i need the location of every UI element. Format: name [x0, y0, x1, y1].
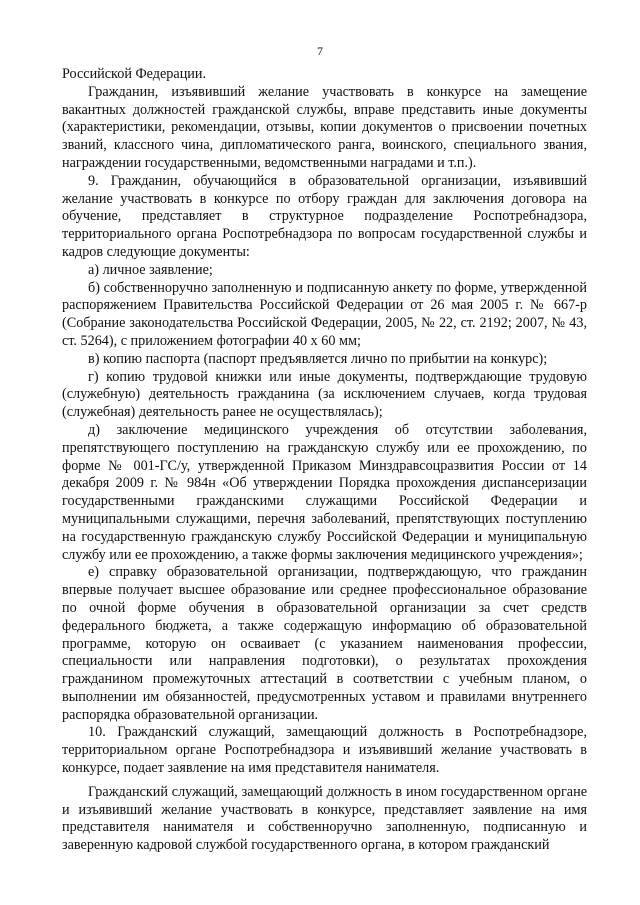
list-item-e: е) справку образовательной организации, подтверждающую, что гражданин впервые получает высшее образование или среднее профессиональное образование по очной форме обучения в образовательной организации за счет средств федерального бюджета, а также содержащую информацию об образовательной программе, которую он осваивает (с указанием наименования профессии, специальности или направления подготовки), о результатах прохождения гражданином промежуточных аттестаций в соответствии с учебным планом, о выполнении им обязанностей, предусмотренных уставом и правилами внутреннего распорядка образовательной организации.	[62, 564, 587, 723]
page-number: 7	[317, 44, 323, 58]
list-item-g: г) копию трудовой книжки или иные документы, подтверждающие трудовую (служебную) деятельность гражданина (за исключением случаев, когда трудовая (служебная) деятельность ранее не осуществлялась);	[62, 368, 587, 421]
list-item-v: в) копию паспорта (паспорт предъявляется лично по прибытии на конкурс);	[88, 350, 548, 367]
list-item-a: а) личное заявление;	[88, 261, 213, 278]
paragraph-other-documents: Гражданин, изъявивший желание участвовать в конкурсе на замещение вакантных должностей гражданской службы, вправе представить иные документы (характеристики, рекомендации, отзывы, копии документов о присвоении почетных званий, классного чина, дипломатического ранга, воинского, специального звания, награждении государственными, ведомственными наградами и т.п.).	[62, 83, 587, 171]
paragraph-item-9: 9. Гражданин, обучающийся в образовательной организации, изъявивший желание участвовать в конкурсе по отбору граждан для заключения договора на обучение, представляет в структурное подразделение Роспотребнадзора, территориального органа Роспотребнадзора по вопросам государственной службы и кадров следующие документы:	[62, 172, 587, 260]
paragraph-item-10: 10. Гражданский служащий, замещающий должность в Роспотребнадзоре, территориальном органе Роспотребнадзора и изъявивший желание участвовать в конкурсе, подает заявление на имя представителя нанимателя.	[62, 724, 587, 777]
list-item-d: д) заключение медицинского учреждения об отсутствии заболевания, препятствующего поступлению на гражданскую службу или ее прохождению, по форме № 001-ГС/у, утвержденной Приказом Минздравсоцразвития России от 14 декабря 2009 г. № 984н «Об утверждении Порядка прохождения диспансеризации государственными гражданскими служащими Российской Федерации и муниципальными служащими, перечня заболеваний, препятствующих поступлению на государственную гражданскую службу Российской Федерации и муниципальную службу или ее прохождению, а также формы заключения медицинского учреждения»;	[62, 421, 587, 563]
paragraph-other-agency: Гражданский служащий, замещающий должность в ином государственном органе и изъявивший желание участвовать в конкурсе, представляет заявление на имя представителя нанимателя и собственноручно заполненную, подписанную и заверенную кадровой службой государственного органа, в котором гражданский	[62, 783, 587, 854]
list-item-b: б) собственноручно заполненную и подписанную анкету по форме, утвержденной распоряжением Правительства Российской Федерации от 26 мая 2005 г. № 667-р (Собрание законодательства Российской Федерации, 2005, № 22, ст. 2192; 2007, № 43, ст. 5264), с приложением фотографии 40 х 60 мм;	[62, 279, 587, 349]
paragraph-continuation: Российской Федерации.	[62, 66, 207, 82]
document-body	[62, 66, 587, 855]
